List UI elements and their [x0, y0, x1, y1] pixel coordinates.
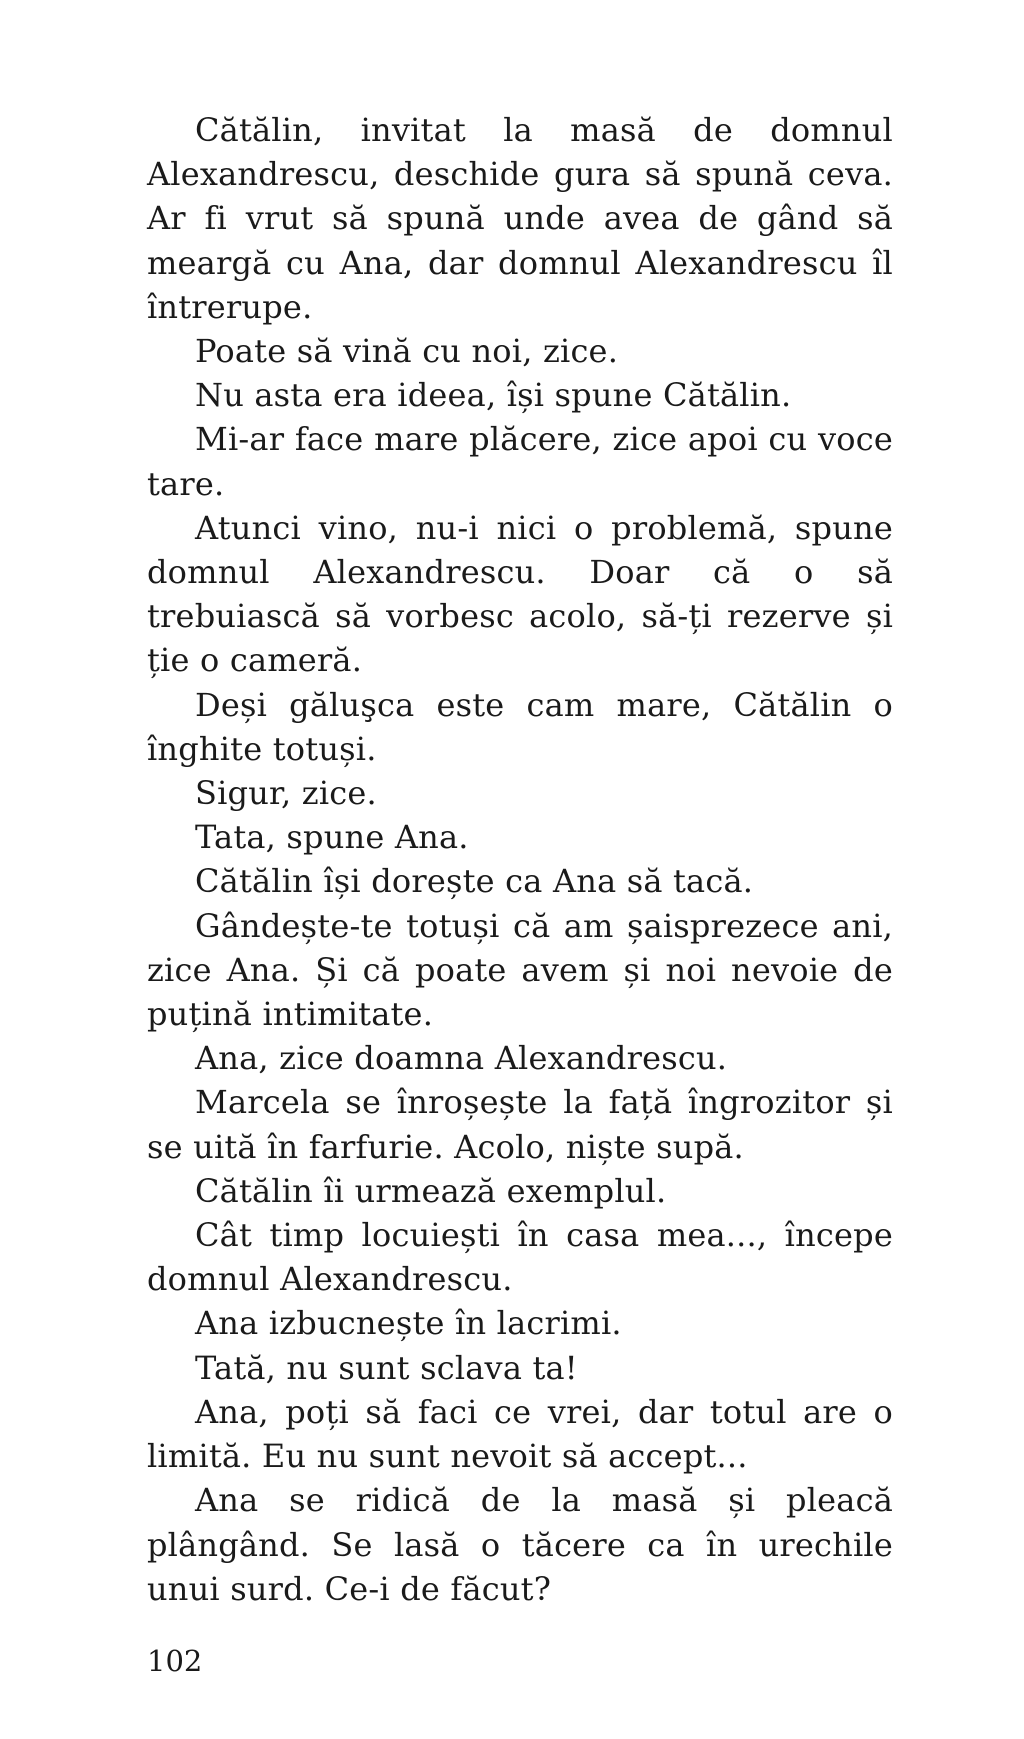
- paragraph-7: Sigur, zice.: [195, 774, 377, 813]
- paragraph-14: Cât timp locuiești în casa mea..., începe domnul Alexandrescu.: [147, 1216, 893, 1299]
- paragraph-16: Tată, nu sunt sclava ta!: [195, 1348, 578, 1387]
- paragraph-13: Cătălin îi urmează exemplul.: [195, 1171, 667, 1210]
- paragraph-6: Deși găluşca este cam mare, Cătălin o înghite totuși.: [147, 685, 893, 768]
- paragraph-8: Tata, spune Ana.: [195, 818, 469, 857]
- paragraph-2: Poate să vină cu noi, zice.: [195, 332, 619, 371]
- page-body: [147, 108, 893, 1611]
- paragraph-9: Cătălin își dorește ca Ana să tacă.: [195, 862, 754, 901]
- paragraph-1: Cătălin, invitat la masă de domnul Alexandrescu, deschide gura să spună ceva. Ar fi vrut să spună unde avea de gând să meargă cu Ana, dar domnul Alexandrescu îl întrerupe.: [147, 111, 893, 326]
- page-number: 102: [147, 1644, 203, 1678]
- paragraph-3: Nu asta era ideea, își spune Cătălin.: [195, 376, 792, 415]
- paragraph-10: Gândește-te totuși că am șaisprezece ani, zice Ana. Și că poate avem și noi nevoie de puțină intimitate.: [147, 906, 893, 1034]
- paragraph-4: Mi-ar face mare plăcere, zice apoi cu voce tare.: [147, 420, 893, 503]
- paragraph-5: Atunci vino, nu-i nici o problemă, spune domnul Alexandrescu. Doar că o să trebuiască să vorbesc acolo, să-ți rezerve și ție o cameră.: [147, 508, 893, 680]
- paragraph-17: Ana, poți să faci ce vrei, dar totul are o limită. Eu nu sunt nevoit să accept...: [147, 1392, 893, 1476]
- paragraph-11: Ana, zice doamna Alexandrescu.: [195, 1039, 728, 1078]
- paragraph-18: Ana se ridică de la masă și pleacă plângând. Se lasă o tăcere ca în urechile unui surd. Ce-i de făcut?: [147, 1481, 893, 1608]
- paragraph-12: Marcela se înroșește la față îngrozitor și se uită în farfurie. Acolo, niște supă.: [147, 1083, 893, 1166]
- paragraph-15: Ana izbucnește în lacrimi.: [195, 1304, 622, 1343]
